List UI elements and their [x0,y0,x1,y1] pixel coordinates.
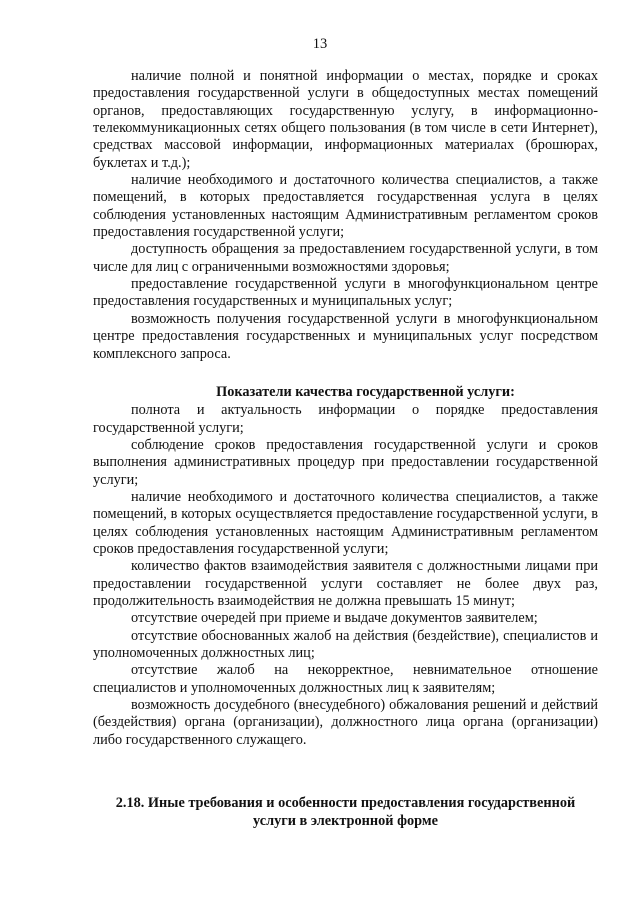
paragraph: возможность получения государственной услуги в многофункциональном центре предоставления государственных и муниципальных услуг посредством комплексного запроса. [93,310,598,362]
paragraph: предоставление государственной услуги в многофункциональном центре предоставления государственных и муниципальных услуг; [93,276,598,310]
section-title-line: 2.18. Иные требования и особенности предоставления государственной [115,795,576,811]
paragraph: возможность досудебного (внесудебного) обжалования решений и действий (бездействия) органа (организации), должностного лица органа (организации) либо государственного служащего. [93,697,598,748]
paragraph: доступность обращения за предоставлением государственной услуги, в том числе для лиц с ограниченными возможностями здоровья; [93,241,598,275]
paragraph: наличие необходимого и достаточного количества специалистов, а также помещений, в которых осуществляется предоставление государственной услуги, в целях соблюдения установленных настоящим Административным регламентом сроков предоставления государственной услуги; [93,488,598,557]
document-body [93,68,598,749]
section-title-line: услуги в электронной форме [253,812,438,829]
paragraph: количество фактов взаимодействия заявителя с должностными лицами при предоставлении государственной услуги составляет не более двух раз, продолжительность взаимодействия не должна превышать 15 минут; [93,558,598,609]
paragraph: соблюдение сроков предоставления государственной услуги и сроков выполнения административных процедур при предоставлении государственной услуги; [93,436,598,488]
section-title [93,795,598,830]
paragraph: отсутствие жалоб на некорректное, невнимательное отношение специалистов и уполномоченных должностных лиц к заявителям; [93,662,598,696]
paragraph: наличие полной и понятной информации о местах, порядке и сроках предоставления государственной услуги в общедоступных местах помещений органов, предоставляющих государственную услугу, в информационно-телекоммуникационных сетях общего пользования (в том числе в сети Интернет), средствах массовой информации, информационных материалах (брошюрах, буклетах и т.д.); [93,68,598,171]
paragraph: отсутствие очередей при приеме и выдаче документов заявителем; [131,610,538,627]
quality-heading: Показатели качества государственной услуги: [216,383,515,400]
paragraph: полнота и актуальность информации о порядке предоставления государственной услуги; [93,402,598,436]
paragraph: отсутствие обоснованных жалоб на действия (бездействие), специалистов и уполномоченных должностных лиц; [93,627,598,661]
page-number: 13 [312,36,328,52]
paragraph: наличие необходимого и достаточного количества специалистов, а также помещений, в которых предоставляется государственная услуга в целях соблюдения установленных настоящим Административным регламентом сроков предоставления государственной услуги; [93,172,598,241]
